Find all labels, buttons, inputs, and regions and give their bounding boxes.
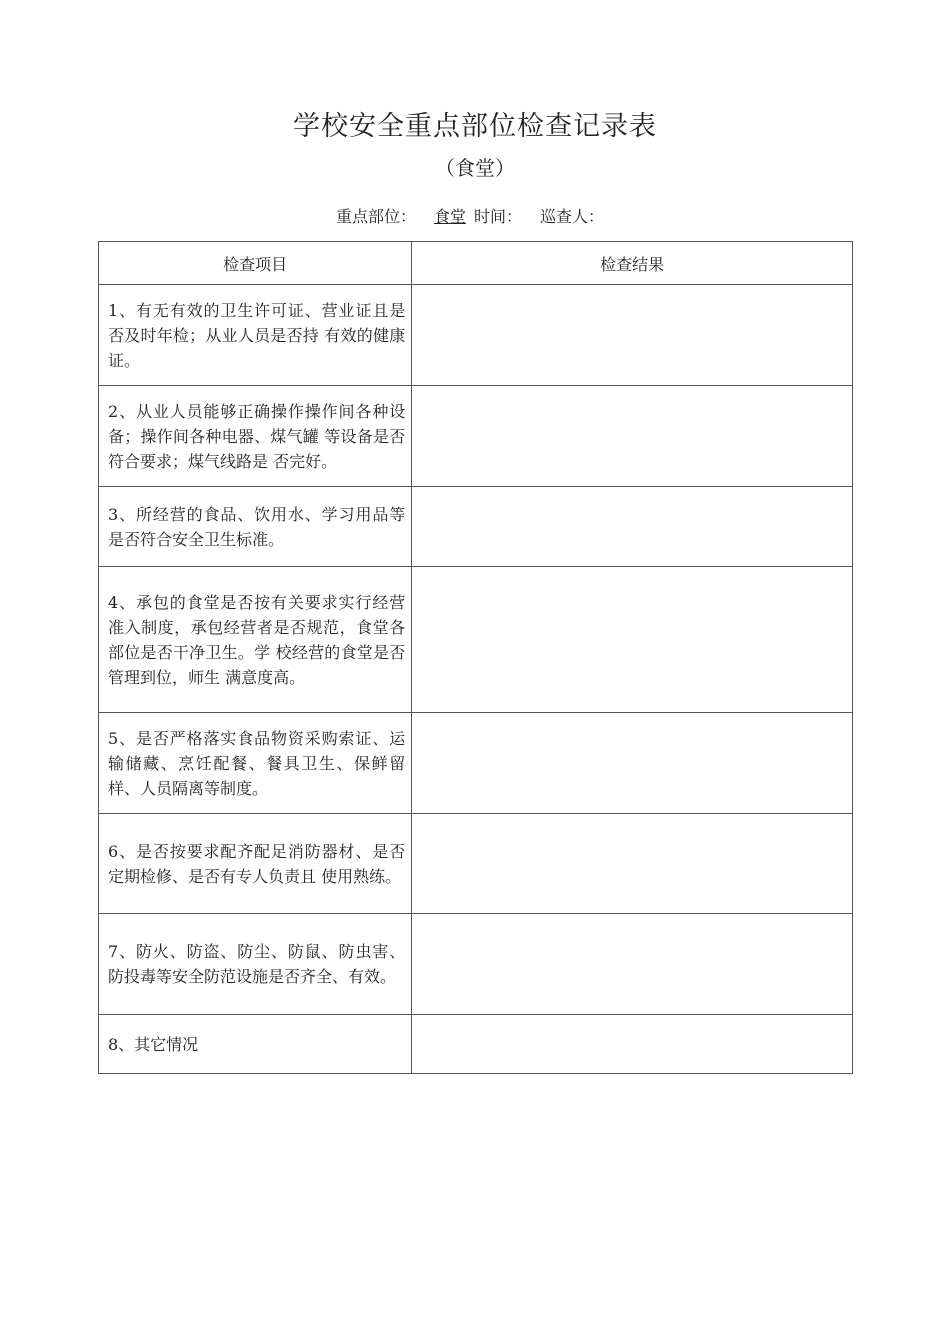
result-cell[interactable] <box>412 713 853 814</box>
table-row <box>99 1015 853 1074</box>
table-row <box>99 814 853 914</box>
table-row <box>99 713 853 814</box>
item-cell: 8、其它情况 <box>99 1015 412 1074</box>
header-item: 检查项目 <box>99 242 412 285</box>
item-cell: 3、所经营的食品、饮用水、学习用品等是否符合安全卫生标准。 <box>99 487 412 567</box>
meta-line <box>336 204 604 227</box>
item-cell: 6、是否按要求配齐配足消防器材、是否定期检修、是否有专人负责且 使用熟练。 <box>99 814 412 914</box>
table-row <box>99 487 853 567</box>
location-value: 食堂 <box>434 207 467 226</box>
result-cell[interactable] <box>412 487 853 567</box>
location-label: 重点部位： <box>336 207 417 226</box>
table-row <box>99 567 853 713</box>
result-cell[interactable] <box>412 567 853 713</box>
item-cell: 4、承包的食堂是否按有关要求实行经营准入制度，承包经营者是否规范，食堂各部位是否干净卫生。学 校经营的食堂是否管理到位，师生 满意度高。 <box>99 567 412 713</box>
table-row <box>99 386 853 487</box>
item-cell: 7、防火、防盗、防尘、防鼠、防虫害、防投毒等安全防范设施是否齐全、有效。 <box>99 914 412 1015</box>
item-cell: 2、从业人员能够正确操作操作间各种设备；操作间各种电器、煤气罐 等设备是否符合要求；煤气线路是 否完好。 <box>99 386 412 487</box>
item-cell: 1、有无有效的卫生许可证、营业证且是否及时年检；从业人员是否持 有效的健康证。 <box>99 285 412 386</box>
result-cell[interactable] <box>412 285 853 386</box>
header-result: 检查结果 <box>412 242 853 285</box>
item-cell: 5、是否严格落实食品物资采购索证、运输储藏、烹饪配餐、餐具卫生、保鲜留样、人员隔离等制度。 <box>99 713 412 814</box>
result-cell[interactable] <box>412 386 853 487</box>
time-label: 时间： <box>474 207 523 226</box>
table-header-row <box>99 242 853 285</box>
table-row <box>99 914 853 1015</box>
result-cell[interactable] <box>412 814 853 914</box>
table-row <box>99 285 853 386</box>
inspector-label: 巡查人： <box>540 207 605 226</box>
result-cell[interactable] <box>412 914 853 1015</box>
inspection-table <box>98 241 853 1074</box>
document-subtitle: （食堂） <box>435 156 515 180</box>
result-cell[interactable] <box>412 1015 853 1074</box>
document-title: 学校安全重点部位检查记录表 <box>293 111 657 142</box>
